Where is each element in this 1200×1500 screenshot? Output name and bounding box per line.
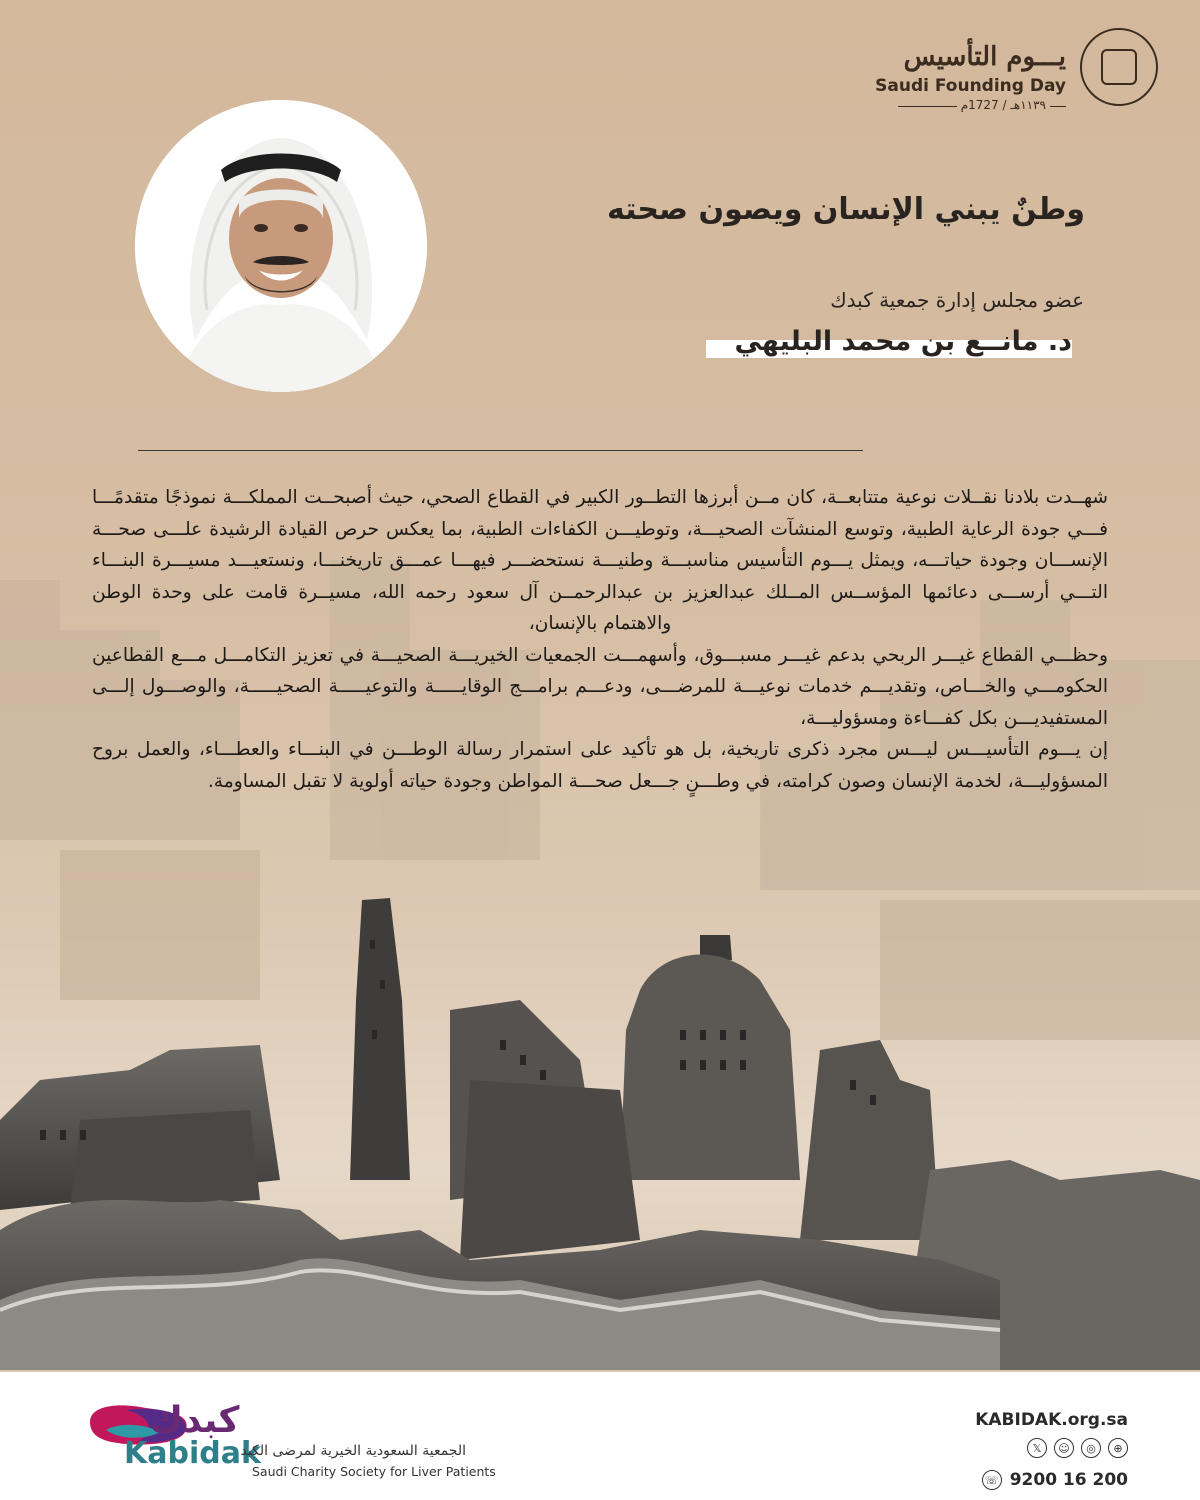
snapchat-icon[interactable]: ☺	[1054, 1438, 1074, 1458]
author-name: د. مانــع بن محمد البليهي	[734, 326, 1072, 357]
author-portrait	[135, 100, 427, 392]
logo-english-text: Saudi Founding Day	[875, 76, 1066, 96]
headline: وطنٌ يبني الإنسان ويصون صحته	[606, 192, 1085, 227]
x-icon[interactable]: 𝕏	[1027, 1438, 1047, 1458]
article-paragraph: إن يـــوم التأسيـــس ليـــس مجرد ذكرى تاريخية، بل هو تأكيد على استمرار رسالة الوطـــن في البنـــاء والعطـــاء، والعمل بروح المسؤوليـــة، لخدمة الإنسان وصون كرامته، في وطـــنٍ جـــعل صحـــة المواطن وجودة حياته أولوية لا تقبل المساومة.	[92, 739, 1108, 792]
article-paragraph: وحظـــي القطاع غيـــر الربحي بدعم غيـــر مسبـــوق، وأسهمـــت الجمعيات الخيريـــة الصحيـــة في تعزيز التكامـــل مـــع القطاعين الحكومـــي والخـــاص، وتقديـــم خدمات نوعيـــة للمرضـــى، ودعـــم برامـــج الوقايـــــة والتوعيـــــة الصحيـــــة، والوصـــول إلـــى المستفيديـــن بكل كفـــاءة ومسؤوليـــة،	[92, 644, 1108, 729]
article-body	[92, 482, 1108, 797]
phone-contact[interactable]	[982, 1470, 1128, 1490]
society-name-english: Saudi Charity Society for Liver Patients	[252, 1464, 496, 1479]
web-icon[interactable]: ⊕	[1108, 1438, 1128, 1458]
instagram-icon[interactable]: ◎	[1081, 1438, 1101, 1458]
author-photo-image	[135, 100, 427, 392]
divider	[138, 450, 863, 451]
brand-arabic: كبدك	[150, 1400, 240, 1441]
logo-arabic-text: يـــوم التأسيس	[903, 42, 1066, 72]
society-name-arabic: الجمعية السعودية الخيرية لمرضى الكبد	[240, 1443, 466, 1459]
phone-icon: ☏	[982, 1470, 1002, 1490]
phone-number: 9200 16 200	[1009, 1470, 1128, 1490]
founding-day-logo	[875, 22, 1158, 112]
author-role: عضو مجلس إدارة جمعية كبدك	[830, 288, 1084, 312]
diriyah-ruins-image	[0, 880, 1200, 1370]
social-links	[1027, 1438, 1128, 1458]
article-paragraph: شهــدت بلادنا نقــلات نوعية متتابعــة، كان مــن أبرزها التطــور الكبير في القطاع الصحي، حيث أصبحــت المملكـــة نموذجًا متقدمًـــا فـــي جودة الرعاية الطبية، وتوسع المنشآت الصحيـــة، وتوطيـــن الكفاءات الطبية، بما يعكس حرص القيادة الرشيدة علـــى صحـــة الإنســـان وجودة حياتـــه، ويمثل يـــوم التأسيس مناسبـــة وطنيـــة نستحضـــر فيهـــا عمـــق تاريخنـــا، ونستعيـــد مسيـــرة البنـــاء التـــي أرســـى دعائمها المؤســس المــلك عبدالعزيز بن عبدالرحمــن آل سعود رحمه الله، مسيــرة قامت على وحدة الوطن والاهتمام بالإنسان،	[92, 487, 1108, 634]
brand-english: Kabidak	[124, 1436, 261, 1471]
footer	[0, 1372, 1200, 1500]
website-link[interactable]: KABIDAK.org.sa	[975, 1410, 1128, 1430]
founding-day-seal-icon	[1080, 28, 1158, 106]
logo-date-text: ١١٣٩هـ / 1727م	[957, 98, 1050, 112]
